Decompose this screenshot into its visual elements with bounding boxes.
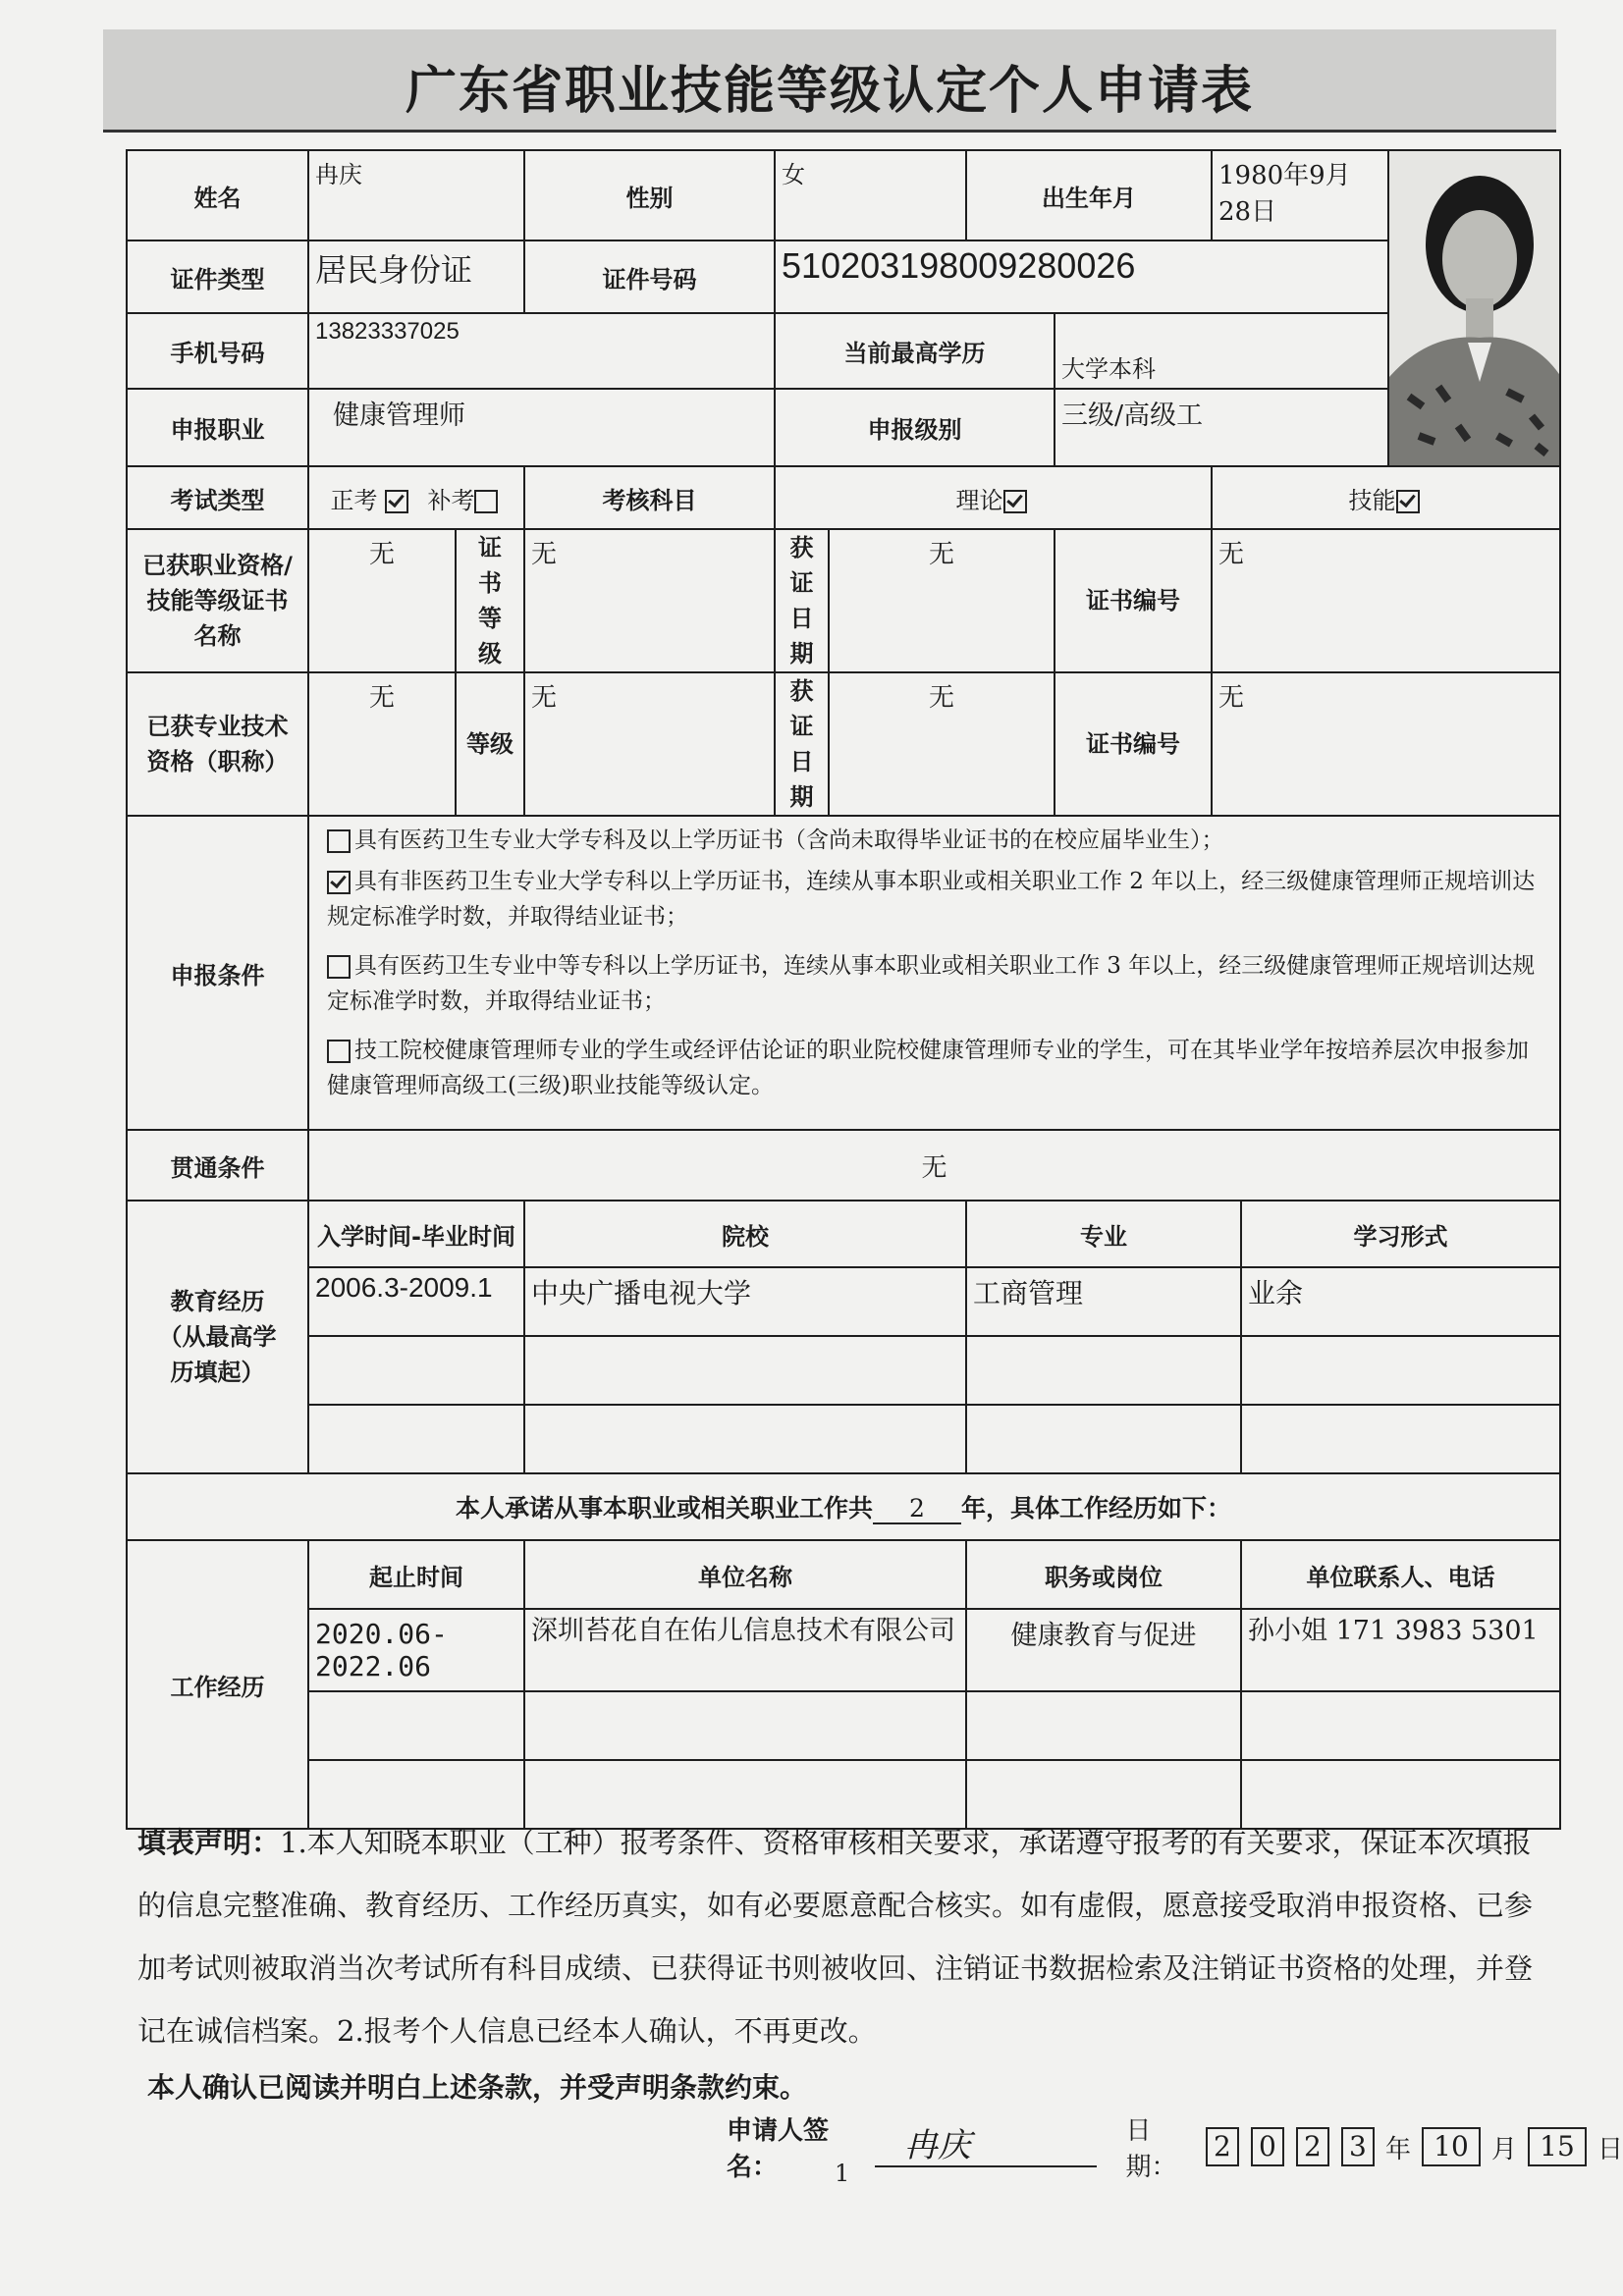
education-empty-cell — [1241, 1405, 1560, 1473]
condition-checkbox[interactable] — [327, 871, 351, 894]
vocational-cert-name: 无 — [308, 529, 456, 672]
gender-label: 性别 — [524, 150, 775, 240]
year-digit-box[interactable]: 2 — [1206, 2127, 1239, 2166]
work-empty-cell — [524, 1691, 966, 1760]
signature-row — [727, 2110, 1623, 2183]
condition-checkbox[interactable] — [327, 829, 351, 853]
conditions-list — [308, 816, 1560, 1130]
education-empty-cell — [524, 1336, 966, 1405]
title-banner — [103, 29, 1556, 133]
phone-value: 13823337025 — [308, 313, 775, 389]
regular-exam-checkbox[interactable] — [385, 490, 408, 513]
form-title: 广东省职业技能等级认定个人申请表 — [405, 62, 1254, 121]
education-label: 教育经历（从最高学历填起） — [127, 1201, 308, 1473]
id-type-label: 证件类型 — [127, 240, 308, 313]
education-header-period: 入学时间-毕业时间 — [308, 1201, 524, 1267]
professional-number: 无 — [1212, 672, 1560, 816]
education-period: 2006.3-2009.1 — [308, 1267, 524, 1336]
work-empty-cell — [1241, 1691, 1560, 1760]
name-value: 冉庆 — [308, 150, 524, 240]
id-photo — [1388, 150, 1560, 466]
education-header-mode: 学习形式 — [1241, 1201, 1560, 1267]
professional-level-label: 等级 — [456, 672, 524, 816]
education-empty-cell — [524, 1405, 966, 1473]
theory-text: 理论 — [955, 486, 1003, 514]
occupation-value: 健康管理师 — [308, 389, 775, 466]
vocational-cert-date: 无 — [829, 529, 1055, 672]
promise-years: 2 — [873, 1494, 961, 1524]
signature-field[interactable] — [875, 2126, 1097, 2167]
date-label: 日期： — [1125, 2116, 1177, 2182]
subject-label: 考核科目 — [524, 466, 775, 529]
declaration — [137, 1811, 1551, 2062]
signature-handwriting: 冉庆 — [903, 2126, 971, 2165]
skill-checkbox[interactable] — [1396, 490, 1420, 513]
level-value: 三级/高级工 — [1055, 389, 1388, 466]
condition-item — [327, 1033, 1542, 1103]
through-value: 无 — [308, 1130, 1560, 1201]
promise-suffix: 年，具体工作经历如下： — [961, 1494, 1232, 1522]
education-empty-cell — [308, 1405, 524, 1473]
condition-item — [327, 864, 1542, 934]
work-label: 工作经历 — [127, 1540, 308, 1829]
confirmation-statement: 本人确认已阅读并明白上述条款，并受声明条款约束。 — [147, 2071, 808, 2104]
exam-type-label: 考试类型 — [127, 466, 308, 529]
professional-date: 无 — [829, 672, 1055, 816]
portrait-image — [1389, 151, 1560, 465]
work-header-position: 职务或岗位 — [966, 1540, 1241, 1609]
professional-no-label: 证书编号 — [1055, 672, 1212, 816]
professional-level: 无 — [524, 672, 775, 816]
condition-item — [327, 823, 1542, 858]
condition-text: 具有医药卫生专业中等专科以上学历证书，连续从事本职业或相关职业工作 3 年以上，经三级健康管理师正规培训达规定标准学时数，并取得结业证书； — [327, 953, 1536, 1014]
birth-label: 出生年月 — [966, 150, 1212, 240]
makeup-exam-text: 补考 — [427, 486, 475, 514]
education-empty-cell — [966, 1336, 1241, 1405]
exam-type-options — [308, 466, 524, 529]
id-type-value: 居民身份证 — [308, 240, 524, 313]
year-digit-box[interactable]: 3 — [1341, 2127, 1375, 2166]
education-empty-cell — [308, 1336, 524, 1405]
work-position: 健康教育与促进 — [966, 1609, 1241, 1691]
conditions-label: 申报条件 — [127, 816, 308, 1130]
work-promise — [127, 1473, 1560, 1540]
education-header-school: 院校 — [524, 1201, 966, 1267]
year-digit-box[interactable]: 0 — [1251, 2127, 1284, 2166]
year-unit: 年 — [1384, 2134, 1411, 2164]
gender-value: 女 — [775, 150, 966, 240]
education-level-label: 当前最高学历 — [775, 313, 1055, 389]
condition-checkbox[interactable] — [327, 955, 351, 979]
vocational-cert-label: 已获职业资格/技能等级证书名称 — [127, 529, 308, 672]
condition-checkbox[interactable] — [327, 1040, 351, 1063]
education-school: 中央广播电视大学 — [524, 1267, 966, 1336]
month-box[interactable]: 10 — [1422, 2127, 1481, 2166]
birth-value: 1980年9月28日 — [1212, 150, 1388, 240]
skill-option — [1212, 466, 1560, 529]
makeup-exam-checkbox[interactable] — [474, 490, 498, 513]
education-empty-cell — [966, 1405, 1241, 1473]
professional-title-name: 无 — [308, 672, 456, 816]
promise-text: 本人承诺从事本职业或相关职业工作共 — [455, 1494, 873, 1522]
education-header-major: 专业 — [966, 1201, 1241, 1267]
education-empty-cell — [1241, 1336, 1560, 1405]
day-box[interactable]: 15 — [1528, 2127, 1587, 2166]
vocational-cert-level: 无 — [524, 529, 775, 672]
level-label: 申报级别 — [775, 389, 1055, 466]
work-header-company: 单位名称 — [524, 1540, 966, 1609]
id-number-label: 证件号码 — [524, 240, 775, 313]
cert-level-label: 证书等级 — [456, 529, 524, 672]
theory-checkbox[interactable] — [1003, 490, 1027, 513]
work-empty-cell — [966, 1691, 1241, 1760]
condition-text: 技工院校健康管理师专业的学生或经评估论证的职业院校健康管理师专业的学生，可在其毕业学年按培养层次申报参加健康管理师高级工(三级)职业技能等级认定。 — [327, 1038, 1529, 1098]
work-contact: 孙小姐 171 3983 5301 — [1241, 1609, 1560, 1691]
name-label: 姓名 — [127, 150, 308, 240]
phone-label: 手机号码 — [127, 313, 308, 389]
declaration-text: 1.本人知晓本职业（工种）报考条件、资格审核相关要求，承诺遵守报考的有关要求，保证本次填报的信息完整准确、教育经历、工作经历真实，如有必要愿意配合核实。如有虚假，愿意接受取消申报资格、已参加考试则被取消当次考试所有科目成绩、已获得证书则被收回、注销证书数据检索及注销证书资格的处理，并登记在诚信档案。2.报考个人信息已经本人确认，不再更改。 — [137, 1826, 1534, 2048]
education-level-value: 大学本科 — [1055, 313, 1388, 389]
condition-text: 具有医药卫生专业大学专科及以上学历证书（含尚未取得毕业证书的在校应届毕业生）； — [354, 828, 1224, 853]
regular-exam-text: 正考 — [330, 486, 378, 514]
theory-option — [775, 466, 1212, 529]
work-empty-cell — [308, 1691, 524, 1760]
page-number: 1 — [835, 2160, 850, 2187]
professional-title-label: 已获专业技术资格（职称） — [127, 672, 308, 816]
work-period: 2020.06-2022.06 — [308, 1609, 524, 1691]
through-label: 贯通条件 — [127, 1130, 308, 1201]
declaration-label: 填表声明： — [137, 1826, 281, 1859]
vocational-no-label: 证书编号 — [1055, 529, 1212, 672]
day-unit: 日 — [1596, 2134, 1623, 2164]
work-header-period: 起止时间 — [308, 1540, 524, 1609]
month-unit: 月 — [1490, 2134, 1517, 2164]
id-number-value: 510203198009280026 — [775, 240, 1388, 313]
vocational-date-label: 获证日期 — [775, 529, 829, 672]
condition-text: 具有非医药卫生专业大学专科以上学历证书，连续从事本职业或相关职业工作 2 年以上，经三级健康管理师正规培训达规定标准学时数，并取得结业证书； — [327, 869, 1536, 930]
year-digit-box[interactable]: 2 — [1296, 2127, 1329, 2166]
skill-text: 技能 — [1348, 486, 1396, 514]
work-company: 深圳苔花自在佑儿信息技术有限公司 — [524, 1609, 966, 1691]
work-header-contact: 单位联系人、电话 — [1241, 1540, 1560, 1609]
occupation-label: 申报职业 — [127, 389, 308, 466]
professional-date-label: 获证日期 — [775, 672, 829, 816]
education-major: 工商管理 — [966, 1267, 1241, 1336]
condition-item — [327, 948, 1542, 1019]
education-mode: 业余 — [1241, 1267, 1560, 1336]
application-form-table — [126, 149, 1561, 1830]
signature-label: 申请人签名： — [727, 2116, 830, 2182]
vocational-cert-number: 无 — [1212, 529, 1560, 672]
